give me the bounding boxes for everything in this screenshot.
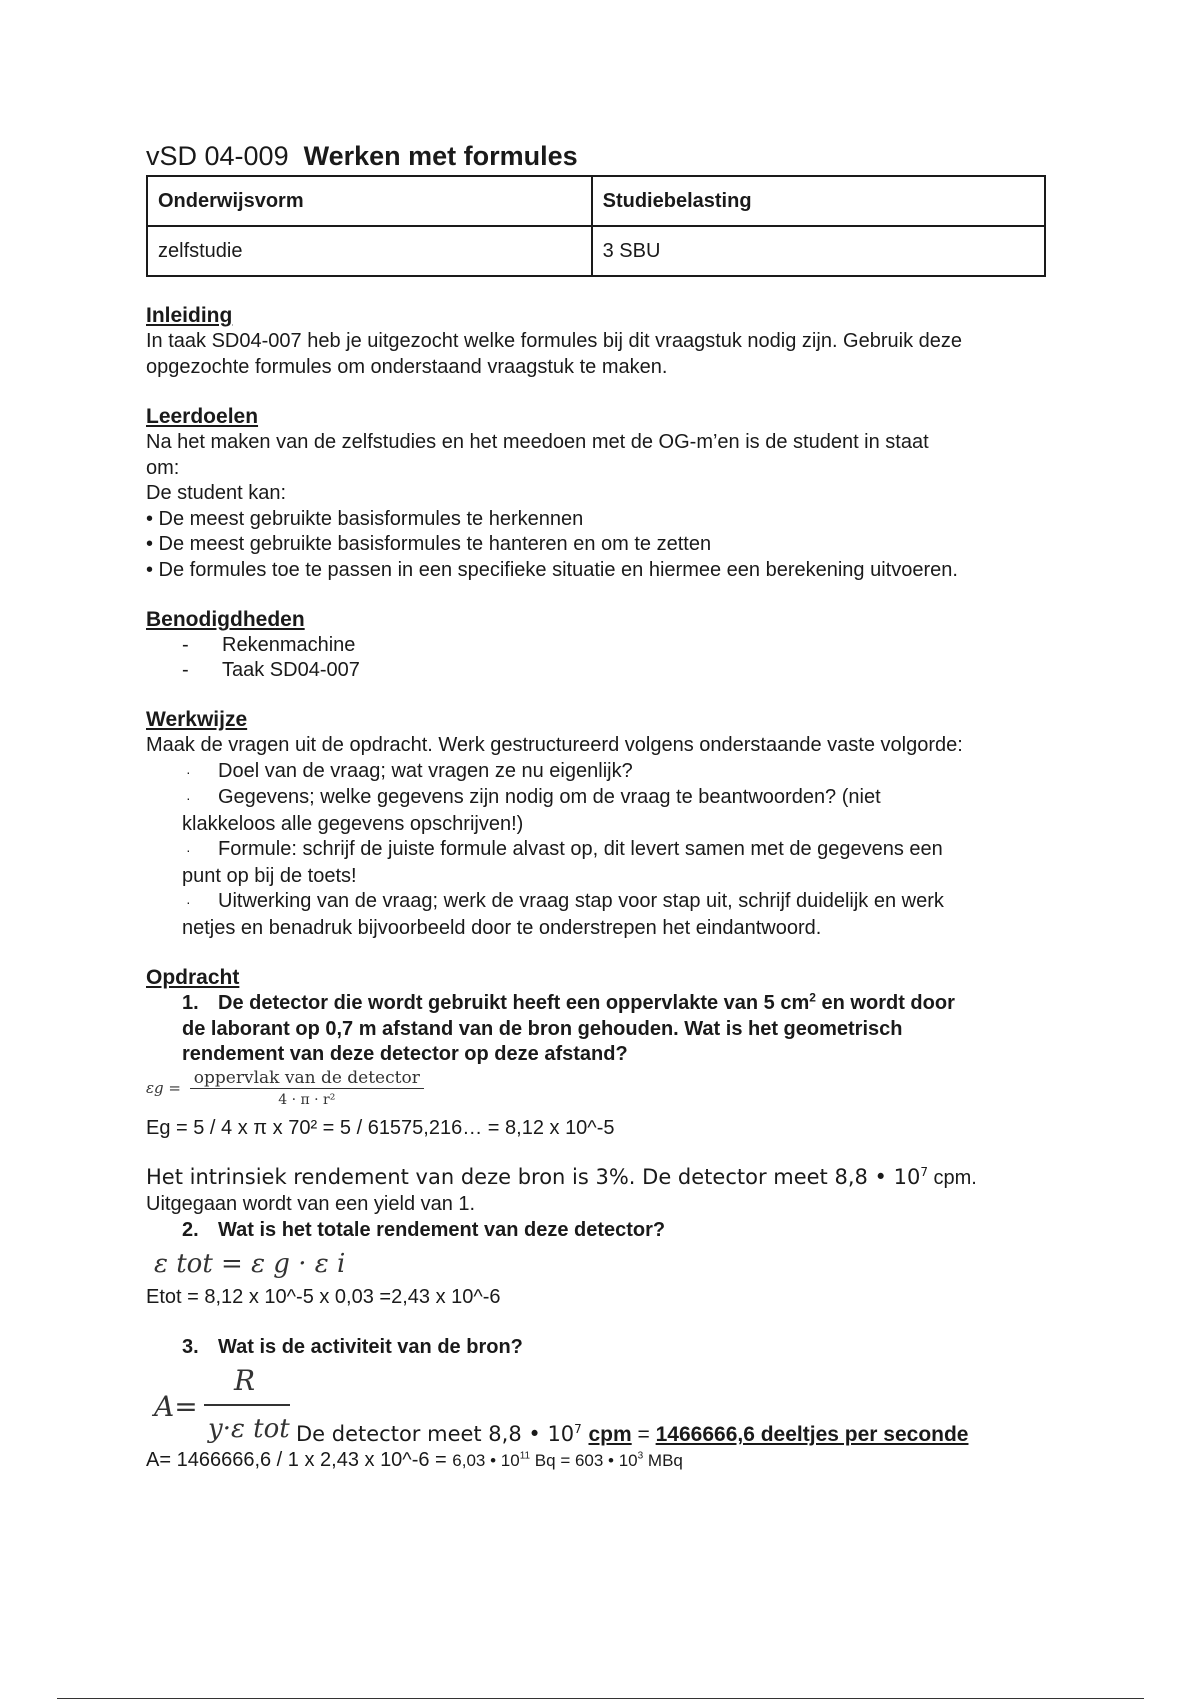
table-cell-studiebelasting: 3 SBU bbox=[592, 226, 1045, 276]
answer-text: Bq = 603 • 10 bbox=[530, 1451, 638, 1471]
section-heading: Leerdoelen bbox=[146, 405, 259, 429]
paragraph-line: Na het maken van de zelfstudies en het meedoen met de OG-m’en is de student in staat bbox=[146, 431, 929, 454]
paragraph-line: om: bbox=[146, 456, 180, 479]
intrinsic-paragraph bbox=[146, 1163, 1066, 1218]
section-leerdoelen bbox=[146, 404, 1066, 583]
list-item: · Uitwerking van de vraag; werk de vraag stap voor stap uit, schrijf duidelijk en werk bbox=[186, 890, 944, 913]
formula-denominator: y·ε tot bbox=[208, 1414, 290, 1445]
document-code: vSD 04-009 bbox=[146, 141, 289, 171]
section-inleiding bbox=[146, 303, 1066, 380]
document-heading: Werken met formules bbox=[303, 141, 578, 171]
list-item-text: Taak SD04-007 bbox=[222, 659, 360, 682]
formula-denominator: 4 · π · r² bbox=[278, 1091, 336, 1108]
list-item-text: Rekenmachine bbox=[222, 634, 356, 657]
question-number: 1. bbox=[182, 992, 199, 1015]
question-text: De detector die wordt gebruikt heeft een oppervlakte van 5 cm bbox=[218, 992, 810, 1015]
answer-text: MBq bbox=[643, 1451, 683, 1471]
table-row bbox=[147, 226, 1045, 276]
section-benodigdheden bbox=[146, 607, 1066, 683]
measurement-text bbox=[296, 1422, 968, 1447]
measurement-label: De detector meet 8,8 • 10 bbox=[296, 1422, 575, 1447]
question-1-line: de laborant op 0,7 m afstand van de bron gehouden. Wat is het geometrisch bbox=[182, 1017, 903, 1040]
formula-fraction bbox=[190, 1068, 424, 1108]
list-item: • De meest gebruikte basisformules te herkennen bbox=[146, 507, 584, 530]
table-row bbox=[147, 176, 1045, 226]
list-item: • De formules toe te passen in een specifieke situatie en hiermee een berekening uitvoeren. bbox=[146, 558, 958, 581]
section-heading: Werkwijze bbox=[146, 708, 248, 732]
question-number: 3. bbox=[182, 1335, 199, 1358]
list-item: · Gegevens; welke gegevens zijn nodig om de vraag te beantwoorden? (niet bbox=[186, 786, 881, 809]
answer-2: Etot = 8,12 x 10^-5 x 0,03 =2,43 x 10^-6 bbox=[146, 1286, 501, 1309]
measurement-equals: = bbox=[631, 1423, 656, 1447]
section-heading: Inleiding bbox=[146, 304, 233, 328]
answer-text: 6,03 • 10 bbox=[452, 1451, 520, 1471]
measurement-unit: cpm bbox=[588, 1423, 632, 1447]
list-item-text: Formule: schrijf de juiste formule alvast op, dit levert samen met de gegevens een bbox=[218, 838, 943, 861]
fraction-line bbox=[204, 1404, 290, 1406]
question-number: 2. bbox=[182, 1218, 199, 1241]
paragraph-line: Maak de vragen uit de opdracht. Werk gestructureerd volgens onderstaande vaste volgorde: bbox=[146, 734, 963, 757]
answer-1: Eg = 5 / 4 x π x 70² = 5 / 61575,216… = 8,12 x 10^-5 bbox=[146, 1116, 615, 1139]
measurement-result: 1466666,6 deeltjes per seconde bbox=[655, 1423, 969, 1447]
table-header-onderwijsvorm: Onderwijsvorm bbox=[147, 176, 592, 226]
formula-lhs: εg = bbox=[146, 1078, 181, 1097]
list-item-text: Gegevens; welke gegevens zijn nodig om de vraag te beantwoorden? (niet bbox=[218, 786, 881, 809]
list-item: - Taak SD04-007 bbox=[182, 659, 360, 682]
list-item-text: Doel van de vraag; wat vragen ze nu eigenlijk? bbox=[218, 759, 633, 782]
list-item: · Doel van de vraag; wat vragen ze nu eigenlijk? bbox=[186, 759, 633, 782]
paragraph-text: cpm. bbox=[927, 1167, 977, 1190]
info-table bbox=[146, 175, 1046, 277]
formula-activity bbox=[146, 1360, 1066, 1448]
list-item: · Formule: schrijf de juiste formule alvast op, dit levert samen met de gegevens een bbox=[186, 838, 943, 861]
paragraph-text: Het intrinsiek rendement van deze bron is 3%. De detector meet 8,8 • 10 bbox=[146, 1165, 921, 1190]
superscript: 7 bbox=[920, 1165, 928, 1180]
paragraph-line: In taak SD04-007 heb je uitgezocht welke formules bij dit vraagstuk nodig zijn. Gebruik deze bbox=[146, 330, 963, 353]
formula-geometric bbox=[146, 1068, 1066, 1116]
question-1 bbox=[146, 991, 1066, 1017]
section-heading: Opdracht bbox=[146, 966, 240, 990]
paragraph-line: opgezochte formules om onderstaand vraagstuk te maken. bbox=[146, 355, 668, 378]
list-item: • De meest gebruikte basisformules te hanteren en om te zetten bbox=[146, 533, 712, 556]
paragraph-line: Uitgegaan wordt van een yield van 1. bbox=[146, 1193, 476, 1216]
question-text: en wordt door bbox=[815, 992, 955, 1015]
answer-3 bbox=[146, 1448, 1066, 1474]
question-3 bbox=[146, 1335, 1066, 1361]
question-text: Wat is de activiteit van de bron? bbox=[218, 1335, 523, 1358]
section-heading: Benodigdheden bbox=[146, 608, 305, 632]
question-text: Wat is het totale rendement van deze detector? bbox=[218, 1218, 666, 1241]
list-item-continuation: punt op bij de toets! bbox=[182, 864, 357, 887]
formula-numerator: oppervlak van de detector bbox=[190, 1068, 424, 1089]
document-title bbox=[146, 140, 1066, 172]
table-header-studiebelasting: Studiebelasting bbox=[592, 176, 1045, 226]
document-page bbox=[146, 140, 1066, 1474]
section-werkwijze bbox=[146, 707, 1066, 941]
list-item-continuation: netjes en benadruk bijvoorbeeld door te onderstrepen het eindantwoord. bbox=[182, 916, 822, 939]
superscript: 11 bbox=[519, 1450, 531, 1462]
paragraph-line: De student kan: bbox=[146, 482, 287, 505]
formula-total: ε tot = ε g · ε i bbox=[154, 1249, 346, 1280]
list-item: - Rekenmachine bbox=[182, 634, 356, 657]
paragraph-line bbox=[146, 1163, 1066, 1192]
question-1-line: rendement van deze detector op deze afstand? bbox=[182, 1043, 628, 1066]
superscript: 3 bbox=[637, 1450, 644, 1462]
list-item-continuation: klakkeloos alle gegevens opschrijven!) bbox=[182, 812, 524, 835]
formula-numerator: R bbox=[234, 1364, 256, 1398]
answer-text: A= 1466666,6 / 1 x 2,43 x 10^-6 = bbox=[146, 1449, 453, 1472]
formula-lhs: A= bbox=[154, 1390, 198, 1424]
footer-divider bbox=[57, 1698, 1144, 1699]
table-cell-onderwijsvorm: zelfstudie bbox=[147, 226, 592, 276]
list-item-text: Uitwerking van de vraag; werk de vraag stap voor stap uit, schrijf duidelijk en werk bbox=[218, 890, 944, 913]
section-opdracht bbox=[146, 965, 1066, 1474]
superscript: 7 bbox=[574, 1422, 582, 1437]
superscript: 2 bbox=[809, 990, 816, 1005]
question-2 bbox=[146, 1218, 1066, 1244]
